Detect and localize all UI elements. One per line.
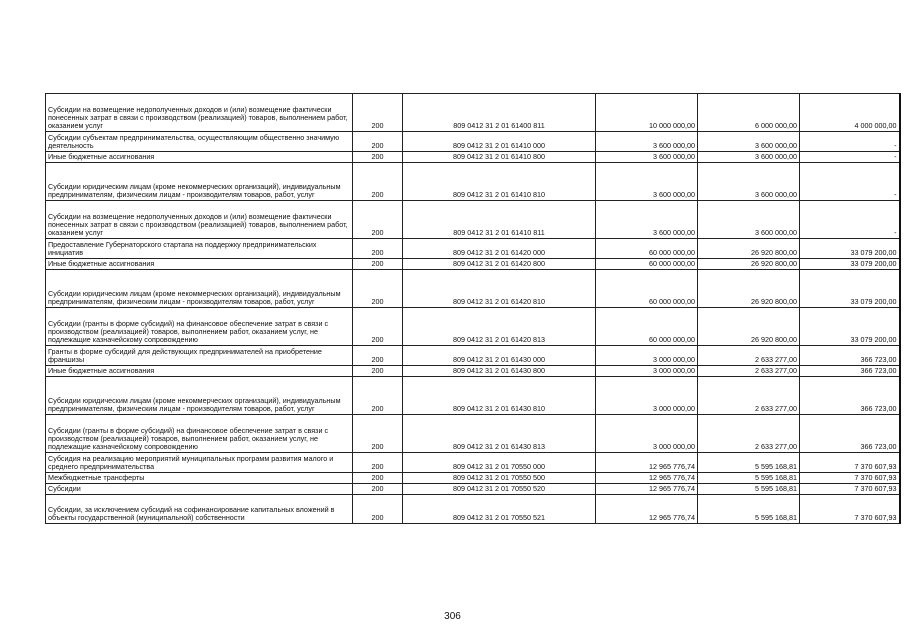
row-name: Иные бюджетные ассигнования	[46, 366, 353, 377]
row-code: 200	[353, 163, 403, 201]
row-name: Субсидии субъектам предпринимательства, осуществляющим общественно значимую деятельность	[46, 132, 353, 152]
row-remaining: 33 079 200,00	[800, 239, 900, 259]
row-name: Иные бюджетные ассигнования	[46, 259, 353, 270]
row-kbk: 809 0412 31 2 01 61410 810	[403, 163, 596, 201]
row-kbk: 809 0412 31 2 01 70550 500	[403, 473, 596, 484]
row-name: Межбюджетные трансферты	[46, 473, 353, 484]
row-name: Субсидии юридическим лицам (кроме некоммерческих организаций), индивидуальным предпринимателям, физическим лицам - производителям товаров, работ, услуг	[46, 377, 353, 415]
row-remaining: 33 079 200,00	[800, 270, 900, 308]
row-plan: 12 965 776,74	[596, 495, 698, 524]
row-executed: 5 595 168,81	[698, 484, 800, 495]
table-row	[46, 270, 900, 308]
table-row	[46, 201, 900, 239]
table-row	[46, 239, 900, 259]
row-plan: 12 965 776,74	[596, 484, 698, 495]
table-row	[46, 484, 900, 495]
row-plan: 3 600 000,00	[596, 132, 698, 152]
page-number: 306	[444, 611, 461, 622]
row-executed: 3 600 000,00	[698, 132, 800, 152]
row-code: 200	[353, 415, 403, 453]
row-name: Субсидии на возмещение недополученных доходов и (или) возмещение фактически понесенных затрат в связи с производством (реализацией) товаров, выполнением работ, оказанием услуг	[46, 201, 353, 239]
row-remaining: 366 723,00	[800, 415, 900, 453]
row-kbk: 809 0412 31 2 01 61430 800	[403, 366, 596, 377]
row-code: 200	[353, 239, 403, 259]
row-plan: 10 000 000,00	[596, 94, 698, 132]
table-row	[46, 94, 900, 132]
row-plan: 3 000 000,00	[596, 346, 698, 366]
table-row	[46, 453, 900, 473]
row-executed: 5 595 168,81	[698, 473, 800, 484]
table-row	[46, 259, 900, 270]
row-kbk: 809 0412 31 2 01 61420 800	[403, 259, 596, 270]
row-kbk: 809 0412 31 2 01 70550 520	[403, 484, 596, 495]
row-executed: 3 600 000,00	[698, 152, 800, 163]
row-name: Субсидии юридическим лицам (кроме некоммерческих организаций), индивидуальным предпринимателям, физическим лицам - производителям товаров, работ, услуг	[46, 270, 353, 308]
row-name: Гранты в форме субсидий для действующих предпринимателей на приобретение франшизы	[46, 346, 353, 366]
row-kbk: 809 0412 31 2 01 61420 000	[403, 239, 596, 259]
row-code: 200	[353, 132, 403, 152]
row-name: Субсидия на реализацию мероприятий муниципальных программ развития малого и среднего предпринимательства	[46, 453, 353, 473]
row-kbk: 809 0412 31 2 01 61420 810	[403, 270, 596, 308]
row-kbk: 809 0412 31 2 01 61420 813	[403, 308, 596, 346]
table-row	[46, 308, 900, 346]
row-plan: 60 000 000,00	[596, 270, 698, 308]
row-code: 200	[353, 473, 403, 484]
row-name: Предоставление Губернаторского стартапа на поддержку предпринимательских инициатив	[46, 239, 353, 259]
table-row	[46, 377, 900, 415]
row-plan: 3 600 000,00	[596, 201, 698, 239]
row-executed: 5 595 168,81	[698, 453, 800, 473]
row-name: Иные бюджетные ассигнования	[46, 152, 353, 163]
row-executed: 2 633 277,00	[698, 377, 800, 415]
row-plan: 12 965 776,74	[596, 473, 698, 484]
table-row	[46, 346, 900, 366]
row-remaining: -	[800, 163, 900, 201]
row-plan: 3 000 000,00	[596, 415, 698, 453]
row-kbk: 809 0412 31 2 01 70550 000	[403, 453, 596, 473]
row-code: 200	[353, 270, 403, 308]
row-code: 200	[353, 495, 403, 524]
row-executed: 26 920 800,00	[698, 270, 800, 308]
row-name: Субсидии (гранты в форме субсидий) на финансовое обеспечение затрат в связи с производством (реализацией) товаров, выполнением работ, оказанием услуг, не подлежащие казначейскому сопровождению	[46, 415, 353, 453]
row-executed: 3 600 000,00	[698, 163, 800, 201]
row-plan: 3 600 000,00	[596, 163, 698, 201]
row-plan: 60 000 000,00	[596, 259, 698, 270]
row-plan: 12 965 776,74	[596, 453, 698, 473]
row-plan: 60 000 000,00	[596, 308, 698, 346]
row-executed: 2 633 277,00	[698, 415, 800, 453]
row-executed: 2 633 277,00	[698, 366, 800, 377]
row-kbk: 809 0412 31 2 01 61400 811	[403, 94, 596, 132]
row-code: 200	[353, 346, 403, 366]
row-kbk: 809 0412 31 2 01 61430 810	[403, 377, 596, 415]
row-remaining: 366 723,00	[800, 377, 900, 415]
row-code: 200	[353, 308, 403, 346]
table-row	[46, 495, 900, 524]
row-code: 200	[353, 377, 403, 415]
row-remaining: 7 370 607,93	[800, 453, 900, 473]
row-executed: 6 000 000,00	[698, 94, 800, 132]
row-remaining: 7 370 607,93	[800, 473, 900, 484]
row-executed: 26 920 800,00	[698, 259, 800, 270]
row-name: Субсидии на возмещение недополученных доходов и (или) возмещение фактически понесенных затрат в связи с производством (реализацией) товаров, выполнением работ, оказанием услуг	[46, 94, 353, 132]
table-row	[46, 415, 900, 453]
row-code: 200	[353, 94, 403, 132]
table-body	[46, 94, 900, 524]
row-executed: 5 595 168,81	[698, 495, 800, 524]
table-row	[46, 152, 900, 163]
row-executed: 26 920 800,00	[698, 308, 800, 346]
table-row	[46, 163, 900, 201]
row-code: 200	[353, 453, 403, 473]
row-kbk: 809 0412 31 2 01 61430 813	[403, 415, 596, 453]
row-executed: 26 920 800,00	[698, 239, 800, 259]
row-name: Субсидии, за исключением субсидий на софинансирование капитальных вложений в объекты государственной (муниципальной) собственности	[46, 495, 353, 524]
budget-execution-table	[45, 93, 901, 524]
row-remaining: 7 370 607,93	[800, 484, 900, 495]
row-remaining: 7 370 607,93	[800, 495, 900, 524]
row-plan: 3 000 000,00	[596, 377, 698, 415]
table-row	[46, 366, 900, 377]
row-kbk: 809 0412 31 2 01 61410 811	[403, 201, 596, 239]
row-code: 200	[353, 484, 403, 495]
row-code: 200	[353, 259, 403, 270]
row-kbk: 809 0412 31 2 01 61410 800	[403, 152, 596, 163]
row-executed: 2 633 277,00	[698, 346, 800, 366]
table-row	[46, 132, 900, 152]
row-remaining: -	[800, 201, 900, 239]
row-kbk: 809 0412 31 2 01 70550 521	[403, 495, 596, 524]
row-plan: 3 600 000,00	[596, 152, 698, 163]
row-plan: 3 000 000,00	[596, 366, 698, 377]
row-name: Субсидии юридическим лицам (кроме некоммерческих организаций), индивидуальным предпринимателям, физическим лицам - производителям товаров, работ, услуг	[46, 163, 353, 201]
row-executed: 3 600 000,00	[698, 201, 800, 239]
row-code: 200	[353, 366, 403, 377]
row-remaining: -	[800, 132, 900, 152]
table-row	[46, 473, 900, 484]
row-kbk: 809 0412 31 2 01 61430 000	[403, 346, 596, 366]
row-remaining: 366 723,00	[800, 366, 900, 377]
row-remaining: 366 723,00	[800, 346, 900, 366]
row-code: 200	[353, 201, 403, 239]
row-remaining: 4 000 000,00	[800, 94, 900, 132]
row-remaining: 33 079 200,00	[800, 308, 900, 346]
row-plan: 60 000 000,00	[596, 239, 698, 259]
row-code: 200	[353, 152, 403, 163]
row-kbk: 809 0412 31 2 01 61410 000	[403, 132, 596, 152]
row-remaining: 33 079 200,00	[800, 259, 900, 270]
row-name: Субсидии	[46, 484, 353, 495]
row-name: Субсидии (гранты в форме субсидий) на финансовое обеспечение затрат в связи с производством (реализацией) товаров, выполнением работ, оказанием услуг, не подлежащие казначейскому сопровождению	[46, 308, 353, 346]
row-remaining: -	[800, 152, 900, 163]
